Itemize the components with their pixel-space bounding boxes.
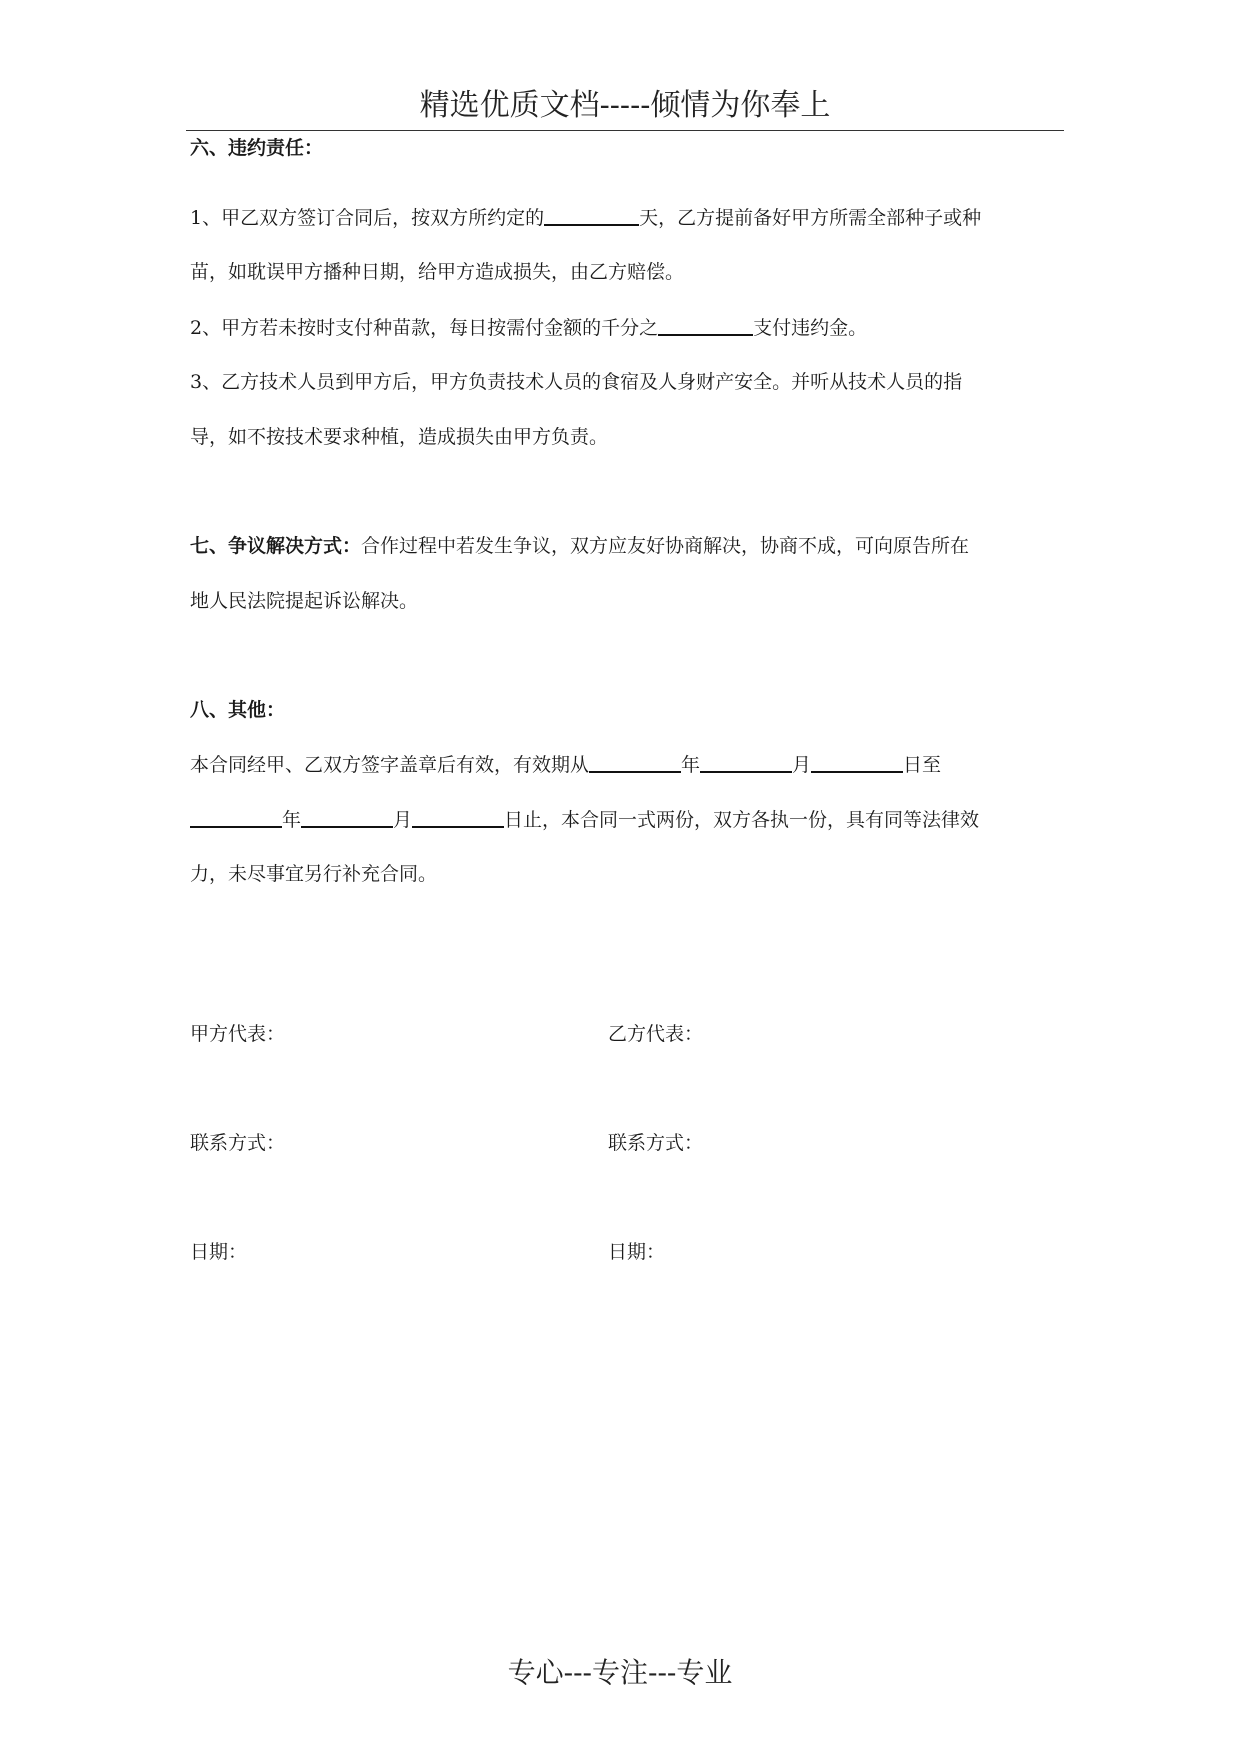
party-a-contact: 联系方式： <box>190 1132 286 1154</box>
end-month-blank <box>301 806 393 828</box>
item-2-text-end: 支付违约金。 <box>753 317 868 339</box>
end-year-label: 年 <box>282 809 302 831</box>
item-1-text-start: 1、甲乙双方签订合同后，按双方所约定的 <box>190 207 545 229</box>
party-a-representative: 甲方代表： <box>190 1023 286 1045</box>
header-title: 精选优质文档-----倾情为你奉上 <box>419 88 831 123</box>
section-8-heading: 八、其他： <box>190 699 286 721</box>
section-7-cont: 地人民法院提起诉讼解决。 <box>190 590 419 612</box>
permille-blank <box>658 314 753 336</box>
section-7-heading: 七、争议解决方式： <box>190 535 362 557</box>
end-month-label: 月 <box>393 809 413 831</box>
start-year-blank <box>589 751 681 773</box>
validity-text-start: 本合同经甲、乙双方签字盖章后有效，有效期从 <box>190 754 590 776</box>
party-b-contact: 联系方式： <box>608 1132 704 1154</box>
section-7 <box>190 533 1070 559</box>
section-8-line-1 <box>190 751 1070 778</box>
end-day-blank <box>412 806 504 828</box>
party-b-representative: 乙方代表： <box>608 1023 704 1045</box>
section-6-item-3: 3、乙方技术人员到甲方后，甲方负责技术人员的食宿及人身财产安全。并听从技术人员的指 <box>190 371 963 393</box>
end-year-blank <box>190 806 282 828</box>
section-6-heading: 六、违约责任： <box>190 137 324 159</box>
section-6-item-1-cont: 苗，如耽误甲方播种日期，给甲方造成损失，由乙方赔偿。 <box>190 261 685 283</box>
start-month-blank <box>700 751 792 773</box>
days-blank <box>544 204 639 226</box>
item-1-text-end: 天，乙方提前备好甲方所需全部种子或种 <box>639 207 982 229</box>
section-8-line-3: 力，未尽事宜另行补充合同。 <box>190 863 438 885</box>
start-year-label: 年 <box>681 754 701 776</box>
start-month-label: 月 <box>792 754 812 776</box>
party-a-date: 日期： <box>190 1241 248 1263</box>
section-7-text: 合作过程中若发生争议，双方应友好协商解决，协商不成，可向原告所在 <box>361 535 970 557</box>
page-footer <box>0 1655 1240 1691</box>
item-2-text-start: 2、甲方若未按时支付种苗款，每日按需付金额的千分之 <box>190 317 659 339</box>
party-b-date: 日期： <box>608 1241 666 1263</box>
section-6-item-3-cont: 导，如不按技术要求种植，造成损失由甲方负责。 <box>190 426 609 448</box>
start-day-label: 日至 <box>903 754 942 776</box>
page-header <box>186 86 1064 131</box>
footer-text: 专心---专注---专业 <box>507 1656 733 1689</box>
section-8-line-2 <box>190 806 1070 833</box>
section-6-item-1 <box>190 204 1070 231</box>
section-6-item-2 <box>190 314 1070 341</box>
validity-text-end: 日止，本合同一式两份，双方各执一份，具有同等法律效 <box>504 809 980 831</box>
start-day-blank <box>811 751 903 773</box>
